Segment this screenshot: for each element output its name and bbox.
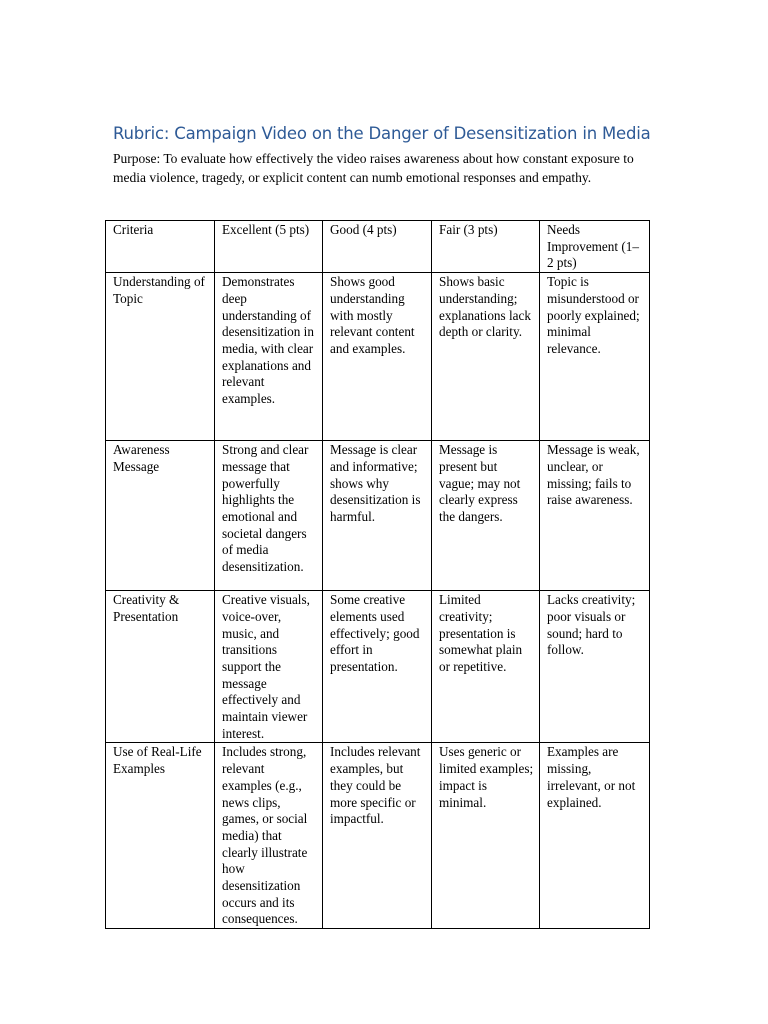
- table-header-row: [106, 221, 650, 273]
- good-cell: Shows good understanding with mostly relevant content and examples.: [323, 273, 432, 441]
- header-cell-good: Good (4 pts): [323, 221, 432, 273]
- fair-cell: Limited creativity; presentation is somewhat plain or repetitive.: [432, 591, 540, 743]
- criteria-cell: Awareness Message: [106, 441, 215, 591]
- excellent-cell: Demonstrates deep understanding of desensitization in media, with clear explanations and relevant examples.: [215, 273, 323, 441]
- criteria-cell: Understanding of Topic: [106, 273, 215, 441]
- header-cell-criteria: Criteria: [106, 221, 215, 273]
- document-title: Rubric: Campaign Video on the Danger of Desensitization in Media: [113, 124, 651, 143]
- good-cell: Some creative elements used effectively; good effort in presentation.: [323, 591, 432, 743]
- needs-improvement-cell: Topic is misunderstood or poorly explained; minimal relevance.: [540, 273, 650, 441]
- fair-cell: Message is present but vague; may not clearly express the dangers.: [432, 441, 540, 591]
- table-row: [106, 743, 650, 929]
- table-row: [106, 591, 650, 743]
- excellent-cell: Strong and clear message that powerfully highlights the emotional and societal dangers of media desensitization.: [215, 441, 323, 591]
- criteria-cell: Creativity & Presentation: [106, 591, 215, 743]
- header-cell-fair: Fair (3 pts): [432, 221, 540, 273]
- header-cell-needs-improvement: Needs Improvement (1–2 pts): [540, 221, 650, 273]
- needs-improvement-cell: Lacks creativity; poor visuals or sound; hard to follow.: [540, 591, 650, 743]
- fair-cell: Shows basic understanding; explanations lack depth or clarity.: [432, 273, 540, 441]
- good-cell: Includes relevant examples, but they could be more specific or impactful.: [323, 743, 432, 929]
- header-cell-excellent: Excellent (5 pts): [215, 221, 323, 273]
- needs-improvement-cell: Message is weak, unclear, or missing; fails to raise awareness.: [540, 441, 650, 591]
- table-row: [106, 441, 650, 591]
- purpose-paragraph: Purpose: To evaluate how effectively the video raises awareness about how constant exposure to media violence, tragedy, or explicit content can numb emotional responses and empathy.: [113, 151, 634, 186]
- excellent-cell: Creative visuals, voice-over, music, and transitions support the message effectively and maintain viewer interest.: [215, 591, 323, 743]
- fair-cell: Uses generic or limited examples; impact is minimal.: [432, 743, 540, 929]
- criteria-cell: Use of Real-Life Examples: [106, 743, 215, 929]
- rubric-table: [105, 220, 650, 929]
- needs-improvement-cell: Examples are missing, irrelevant, or not explained.: [540, 743, 650, 929]
- table-row: [106, 273, 650, 441]
- good-cell: Message is clear and informative; shows why desensitization is harmful.: [323, 441, 432, 591]
- excellent-cell: Includes strong, relevant examples (e.g., news clips, games, or social media) that clearly illustrate how desensitization occurs and its consequences.: [215, 743, 323, 929]
